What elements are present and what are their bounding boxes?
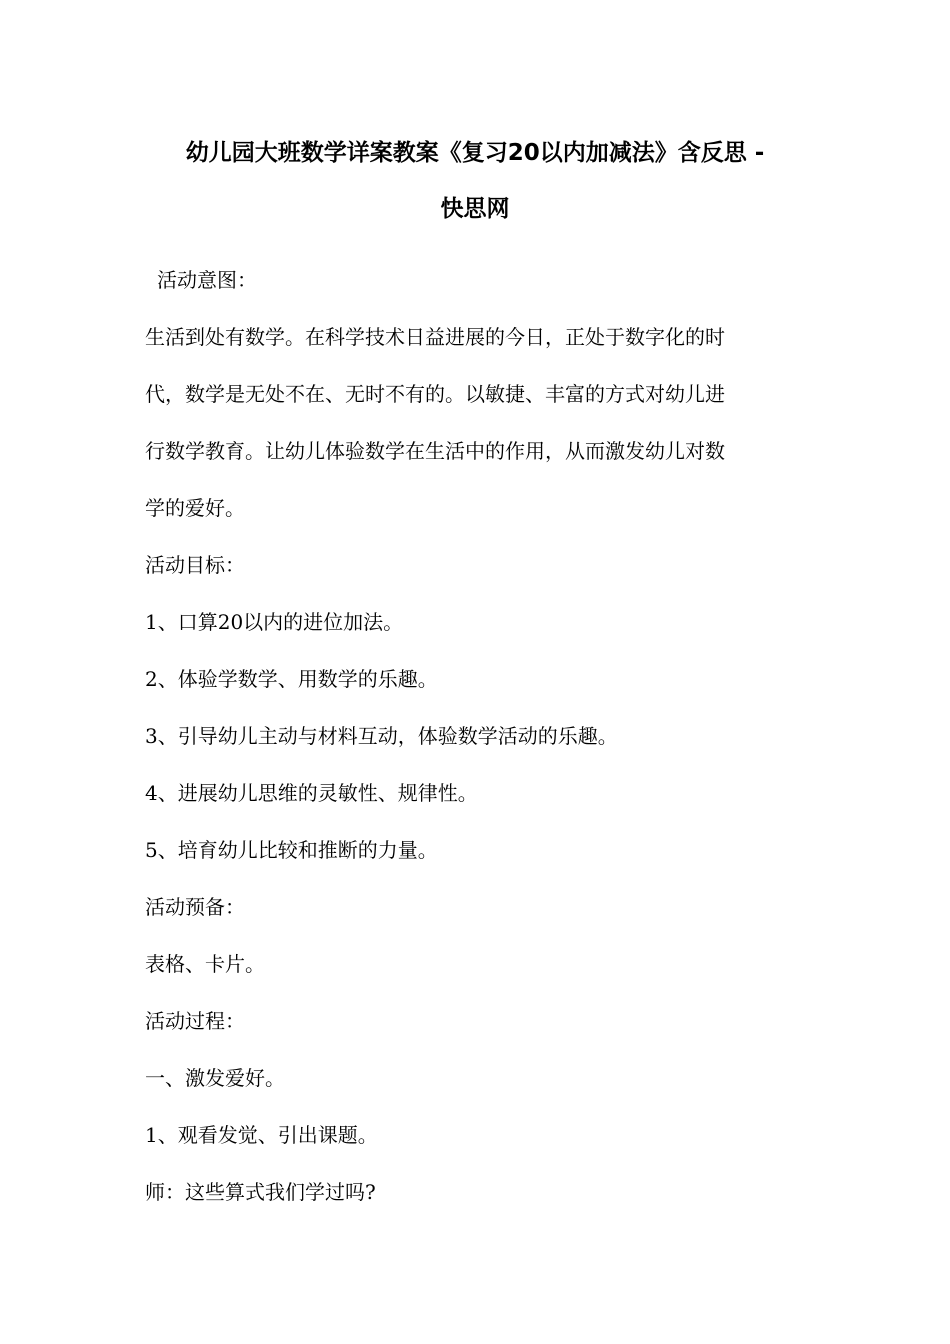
intent-paragraph-line: 学的爱好。 [145, 496, 245, 520]
document-title-line-1: 幼儿园大班数学详案教案《复习20以内加减法》含反思 - [185, 140, 765, 166]
process-line: 一、激发爱好。 [145, 1066, 285, 1090]
goals-heading: 活动目标： [145, 553, 245, 577]
goal-item: 4、进展幼儿思维的灵敏性、规律性。 [145, 781, 478, 805]
prep-heading: 活动预备： [145, 895, 245, 919]
intent-heading: 活动意图： [157, 268, 257, 292]
process-heading: 活动过程： [145, 1009, 245, 1033]
goal-item: 1、口算20以内的进位加法。 [145, 610, 404, 634]
goal-item: 3、引导幼儿主动与材料互动，体验数学活动的乐趣。 [145, 724, 618, 748]
intent-paragraph-line: 生活到处有数学。在科学技术日益进展的今日，正处于数字化的时 [145, 325, 725, 349]
process-line: 1、观看发觉、引出课题。 [145, 1123, 378, 1147]
document-title-line-2: 快思网 [440, 196, 510, 222]
intent-paragraph-line: 代，数学是无处不在、无时不有的。以敏捷、丰富的方式对幼儿进 [145, 382, 725, 406]
prep-text: 表格、卡片。 [145, 952, 265, 976]
intent-paragraph-line: 行数学教育。让幼儿体验数学在生活中的作用，从而激发幼儿对数 [145, 439, 725, 463]
goal-item: 5、培育幼儿比较和推断的力量。 [145, 838, 438, 862]
goal-item: 2、体验学数学、用数学的乐趣。 [145, 667, 438, 691]
process-line: 师：这些算式我们学过吗? [145, 1180, 376, 1204]
